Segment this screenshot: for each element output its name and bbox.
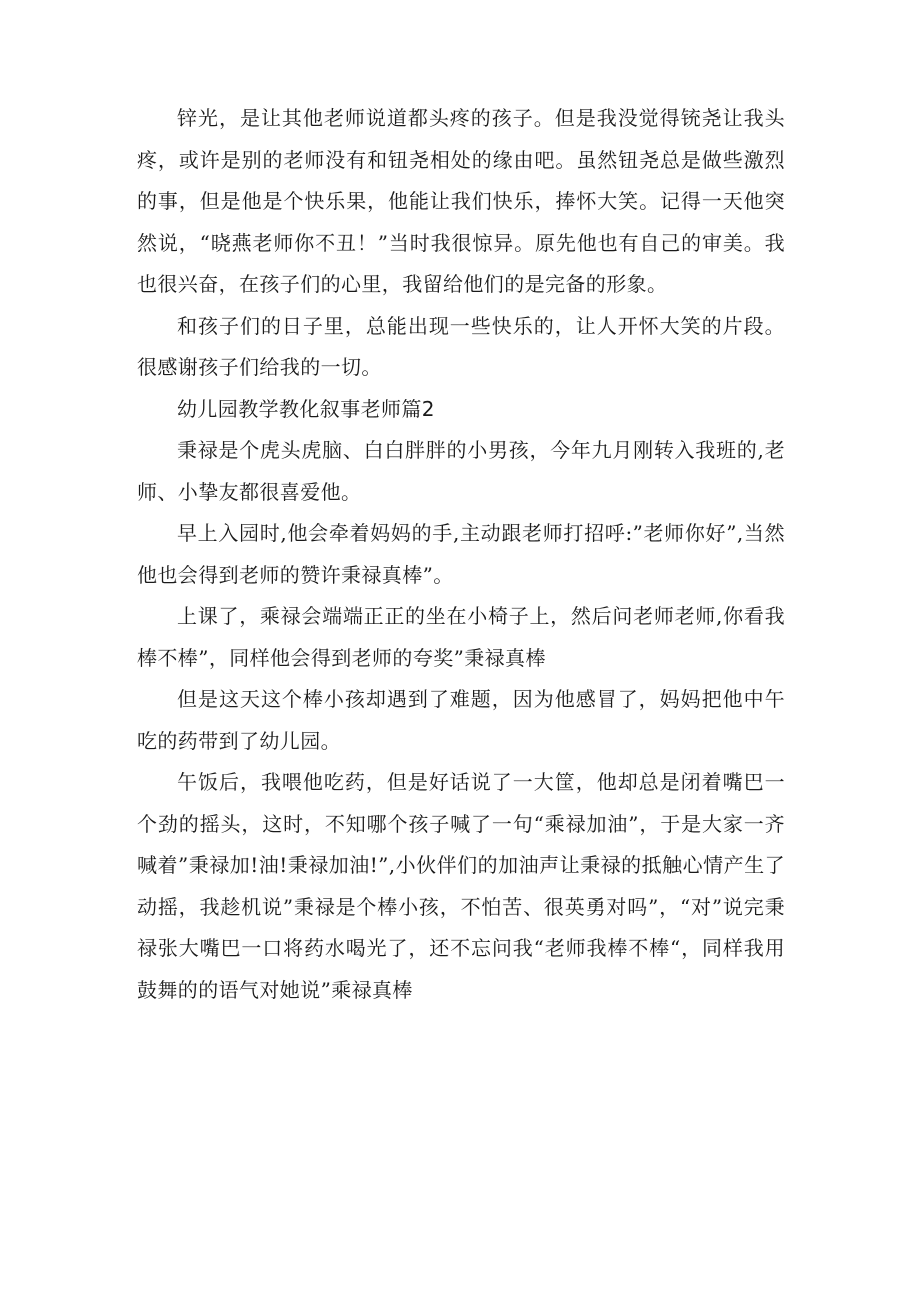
paragraph-2: 和孩子们的日子里，总能出现一些快乐的，让人开怀大笑的片段。很感谢孩子们给我的一切。	[137, 313, 785, 379]
paragraph-6: 但是这天这个棒小孩却遇到了难题，因为他感冒了，妈妈把他中午吃的药带到了幼儿园。	[137, 687, 785, 753]
paragraph-5: 上课了，乘禄会端端正正的坐在小椅子上，然后问老师老师,你看我棒不棒”，同样他会得到老师的夸奖”秉禄真棒	[137, 604, 785, 670]
section-heading: 幼儿园教学教化叙事老师篇2	[177, 396, 435, 421]
document-page	[137, 98, 785, 1011]
paragraph-3: 秉禄是个虎头虎脑、白白胖胖的小男孩，今年九月刚转入我班的,老师、小挚友都很喜爱他。	[137, 438, 785, 504]
paragraph-7: 午饭后，我喂他吃药，但是好话说了一大筐，他却总是闭着嘴巴一个劲的摇头，这时，不知哪个孩子喊了一句“乘禄加油”，于是大家一齐喊着”秉禄加!油!秉禄加油!”,小伙伴们的加油声让秉禄的抵触心情产生了动摇，我趁机说”秉禄是个棒小孩，不怕苦、很英勇对吗”，“对”说完秉禄张大嘴巴一口将药水喝光了，还不忘问我“老师我棒不棒“，同样我用鼓舞的的语气对她说”乘禄真棒	[137, 770, 785, 1002]
paragraph-4: 早上入园时,他会牵着妈妈的手,主动跟老师打招呼:”老师你好”,当然他也会得到老师的赞许秉禄真棒”。	[137, 521, 785, 587]
paragraph-1: 锌光，是让其他老师说道都头疼的孩子。但是我没觉得铳尧让我头疼，或许是别的老师没有和钮尧相处的缘由吧。虽然钮尧总是做些激烈的事，但是他是个快乐果，他能让我们快乐，捧怀大笑。记得一天他突然说，“晓燕老师你不丑！”当时我很惊异。原先他也有自己的审美。我也很兴奋，在孩子们的心里，我留给他们的是完备的形象。	[137, 106, 785, 296]
